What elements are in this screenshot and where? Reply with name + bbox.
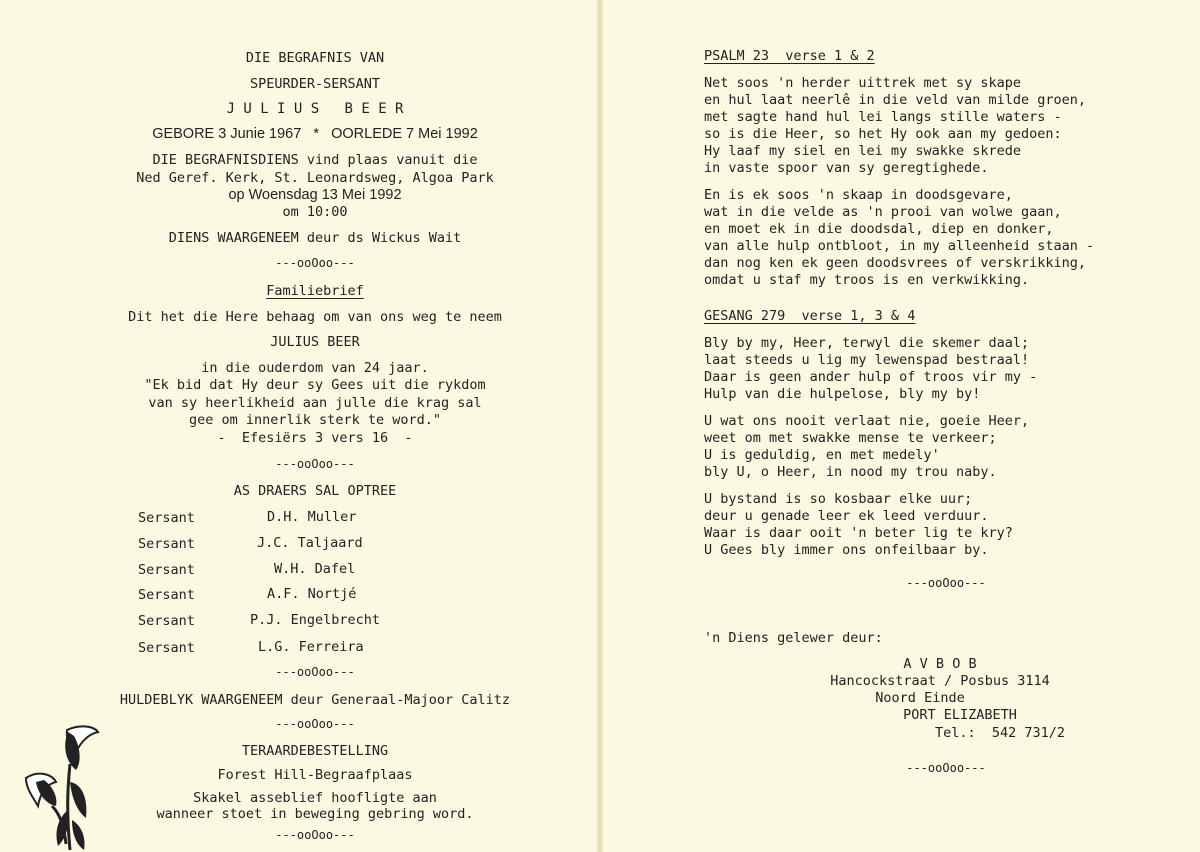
notice-line-1: Skakel asseblief hoofligte aan bbox=[193, 790, 437, 806]
lily-flower-icon bbox=[22, 722, 102, 850]
psalm-line: En is ek soos 'n skaap in doodsgevare, bbox=[704, 187, 1013, 203]
service-by: 'n Diens gelewer deur: bbox=[704, 630, 883, 646]
bearer-name: A.F. Nortjé bbox=[267, 586, 357, 602]
bearer-rank: Sersant bbox=[138, 640, 195, 656]
bearer-rank: Sersant bbox=[138, 587, 195, 603]
gesang-line: U wat ons nooit verlaat nie, goeie Heer, bbox=[704, 413, 1030, 429]
gesang-heading bbox=[704, 308, 915, 324]
psalm-line: en moet ek in die doodsdal, diep en donker, bbox=[704, 221, 1054, 237]
psalm-heading-text: PSALM 23 verse 1 & 2 bbox=[704, 48, 875, 64]
burial-place: Forest Hill-Begraafplaas bbox=[217, 767, 413, 783]
family-line-2: JULIUS BEER bbox=[270, 334, 360, 350]
family-line-3: in die ouderdom van 24 jaar. bbox=[201, 360, 429, 376]
psalm-heading bbox=[704, 48, 875, 64]
family-line-4: "Ek bid dat Hy deur sy Gees uit die rykdom bbox=[144, 377, 486, 393]
address-line-1: Hancockstraat / Posbus 3114 bbox=[830, 673, 1050, 689]
address-line-3: PORT ELIZABETH bbox=[903, 707, 1017, 723]
bearer-rank: Sersant bbox=[138, 562, 195, 578]
bearer-name: J.C. Taljaard bbox=[257, 535, 363, 551]
psalm-line: omdat u staf my troos is en verkwikking. bbox=[704, 272, 1030, 288]
gesang-line: deur u genade leer ek leed verduur. bbox=[704, 508, 989, 524]
family-line-1: Dit het die Here behaag om van ons weg te neem bbox=[128, 309, 502, 325]
psalm-line: met sagte hand hul lei langs stille waters - bbox=[704, 109, 1062, 125]
bearer-name: L.G. Ferreira bbox=[258, 639, 364, 655]
title-line-2: SPEURDER-SERSANT bbox=[249, 76, 381, 92]
psalm-line: wat in die velde as 'n prooi van wolwe gaan, bbox=[704, 204, 1062, 220]
gesang-line: bly U, o Heer, in nood my trou naby. bbox=[704, 464, 997, 480]
separator: ---ooOoo--- bbox=[275, 717, 355, 731]
burial-heading: TERAARDEBESTELLING bbox=[241, 743, 389, 759]
bearer-name: W.H. Dafel bbox=[274, 561, 356, 577]
psalm-line: Hy laaf my siel en lei my swakke skrede bbox=[704, 143, 1021, 159]
service-line-4: om 10:00 bbox=[282, 204, 348, 220]
gesang-line: Waar is daar ooit 'n beter lig te kry? bbox=[704, 525, 1013, 541]
separator: ---ooOoo--- bbox=[275, 665, 355, 679]
gesang-line: laat steeds u lig my lewenspad bestraal! bbox=[704, 352, 1030, 368]
psalm-line: dan nog ken ek geen doodsvrees of verskrikking, bbox=[704, 255, 1087, 271]
officiant: DIENS WAARGENEEM deur ds Wickus Wait bbox=[168, 230, 462, 246]
bearer-name: P.J. Engelbrecht bbox=[250, 612, 381, 628]
separator: ---ooOoo--- bbox=[275, 457, 355, 471]
gesang-line: weet om met swakke mense te verkeer; bbox=[704, 430, 997, 446]
telephone: Tel.: 542 731/2 bbox=[934, 725, 1066, 741]
tribute: HULDEBLYK WAARGENEEM deur Generaal-Majoor Calitz bbox=[119, 692, 511, 708]
service-line-3: op Woensdag 13 Mei 1992 bbox=[228, 187, 402, 203]
psalm-line: Net soos 'n herder uittrek met sy skape bbox=[704, 75, 1021, 91]
family-heading-text: Familiebrief bbox=[266, 283, 364, 299]
separator: ---ooOoo--- bbox=[906, 761, 986, 775]
psalm-line: van alle hulp ontbloot, in my alleenheid staan - bbox=[704, 238, 1095, 254]
bearer-rank: Sersant bbox=[138, 536, 195, 552]
gesang-line: U bystand is so kosbaar elke uur; bbox=[704, 491, 973, 507]
psalm-line: en hul laat neerlê in die veld van milde groen, bbox=[704, 92, 1087, 108]
separator: ---ooOoo--- bbox=[275, 828, 355, 842]
deceased-name: J U L I U S B E E R bbox=[226, 101, 404, 117]
gesang-line: Daar is geen ander hulp of troos vir my - bbox=[704, 369, 1038, 385]
separator: ---ooOoo--- bbox=[906, 576, 986, 590]
separator: ---ooOoo--- bbox=[275, 256, 355, 270]
service-line-1: DIE BEGRAFNISDIENS vind plaas vanuit die bbox=[152, 152, 478, 168]
notice-line-2: wanneer stoet in beweging gebring word. bbox=[156, 806, 474, 822]
bearer-rank: Sersant bbox=[138, 510, 195, 526]
service-line-2: Ned Geref. Kerk, St. Leonardsweg, Algoa Park bbox=[136, 170, 494, 186]
bearer-name: D.H. Muller bbox=[267, 509, 357, 525]
gesang-line: Bly by my, Heer, terwyl die skemer daal; bbox=[704, 335, 1030, 351]
psalm-line: so is die Heer, so het Hy ook aan my gedoen: bbox=[704, 126, 1062, 142]
birth-death-dates: GEBORE 3 Junie 1967 * OORLEDE 7 Mei 1992 bbox=[152, 126, 478, 142]
gesang-line: Hulp van die hulpelose, bly my by! bbox=[704, 386, 981, 402]
psalm-line: in vaste spoor van sy geregtighede. bbox=[704, 160, 989, 176]
bearers-heading: AS DRAERS SAL OPTREE bbox=[233, 483, 397, 499]
bearer-rank: Sersant bbox=[138, 613, 195, 629]
scripture-reference: - Efesiërs 3 vers 16 - bbox=[217, 430, 413, 446]
family-heading bbox=[0, 283, 630, 299]
company-name: A V B O B bbox=[903, 656, 977, 672]
gesang-line: U Gees bly immer ons onfeilbaar by. bbox=[704, 542, 989, 558]
address-line-2: Noord Einde bbox=[875, 690, 965, 706]
family-line-5: van sy heerlikheid aan julle die krag sal bbox=[148, 395, 482, 411]
title-line-1: DIE BEGRAFNIS VAN bbox=[245, 50, 385, 66]
family-line-6: gee om innerlik sterk te word." bbox=[189, 412, 441, 428]
gesang-line: U is geduldig, en met medely' bbox=[704, 447, 940, 463]
gesang-heading-text: GESANG 279 verse 1, 3 & 4 bbox=[704, 308, 916, 324]
